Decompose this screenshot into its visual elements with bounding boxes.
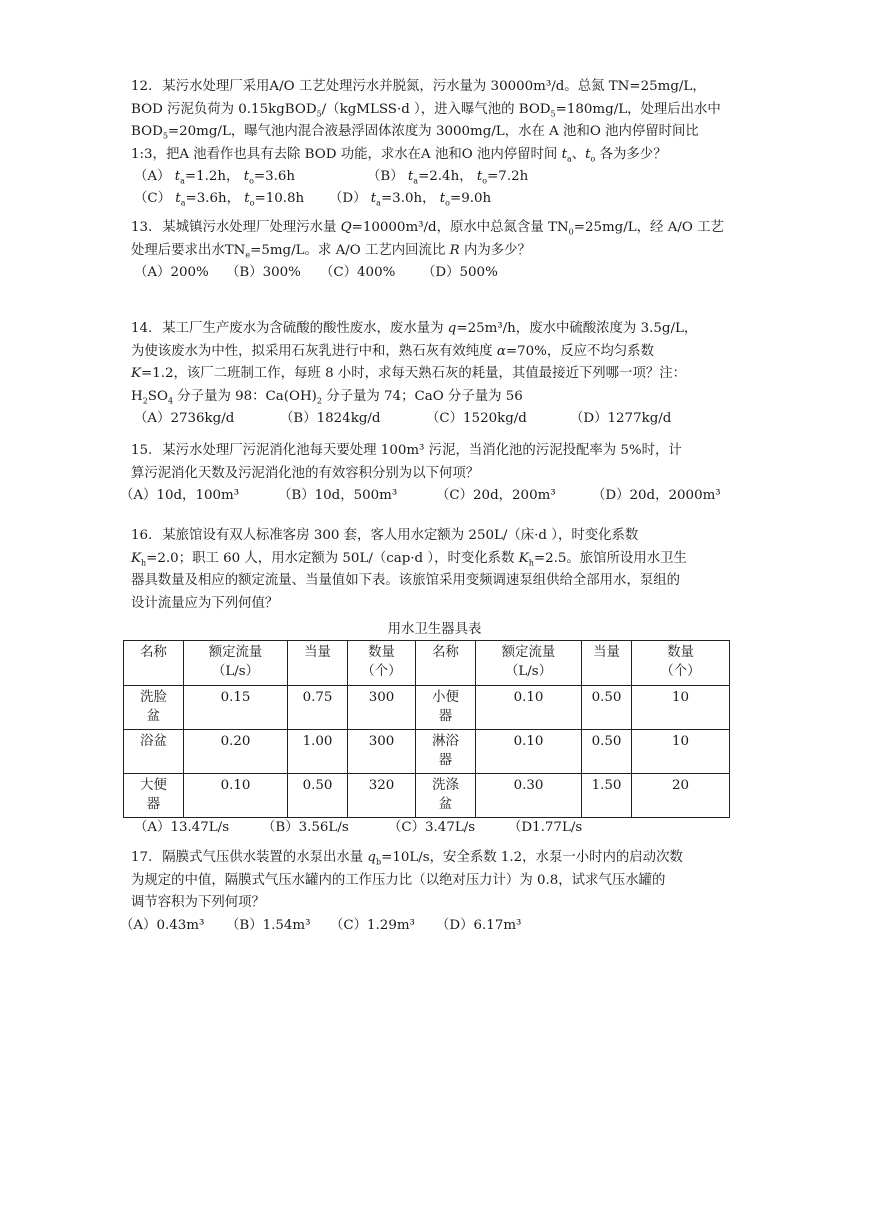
header-eq-2: 当量 [582, 641, 632, 686]
q15-option-a[interactable]: （A）10d，100m³ [120, 488, 240, 503]
cell-count: 10 [632, 730, 730, 774]
q17-text-3: 调节容积为下列何项？ [131, 895, 265, 910]
q14-text-1a: 某工厂生产废水为含硫酸的酸性废水，废水量为 [162, 321, 448, 336]
cell-name-a: 小便 [432, 690, 459, 705]
question-12 [131, 76, 743, 166]
q15-option-c[interactable]: （C）20d，200m³ [436, 488, 556, 503]
q12-a-s1: a [180, 176, 185, 186]
q12-line-2 [131, 99, 743, 122]
header-flow-2-b: （L/s） [504, 664, 553, 679]
cell-flow: 0.10 [476, 730, 582, 774]
header-count-1-b: （个） [361, 664, 402, 679]
header-count-1-a: 数量 [368, 645, 395, 660]
q14-text-2a: 为使该废水为中性，拟采用石灰乳进行中和，熟石灰有效纯度 [131, 343, 497, 359]
cell-eq: 0.50 [582, 686, 632, 730]
q14-option-b[interactable]: （B）1824kg/d [280, 411, 381, 426]
q14-options [134, 408, 734, 430]
question-13 [131, 217, 743, 262]
q13-line-2 [131, 240, 743, 263]
cell-name [416, 686, 476, 730]
q12-b-v1: =2.4h， [418, 169, 477, 184]
q14-text-2b: =70%，反应不均匀系数 [505, 343, 654, 359]
q12-b-s1: a [413, 176, 419, 186]
q12-d-label: （D） [329, 191, 371, 206]
q12-text-3b: =20mg/L，曝气池内混合液悬浮固体浓度为 3000mg/L，水在 A 池和O 池内停留时间比 [167, 124, 699, 139]
table-row [124, 774, 730, 818]
header-flow-2 [476, 641, 582, 686]
q14-text-4d: 分子量为 74；CaO 分子量为 56 [321, 388, 523, 404]
table-header-row [124, 641, 730, 686]
q12-a-t1: t [174, 169, 181, 184]
q17-line-3 [131, 892, 743, 915]
q14-line-4 [131, 386, 751, 409]
cell-count: 300 [348, 686, 416, 730]
cell-name-b: 器 [438, 709, 453, 724]
q12-d-v2: =9.0h [449, 191, 492, 206]
table-title: 用水卫生器具表 [387, 622, 482, 637]
q14-option-d[interactable]: （D）1277kg/d [570, 411, 672, 426]
q12-b-v2: =7.2h [487, 169, 529, 184]
q12-sub-o: o [590, 154, 596, 164]
q13-option-c[interactable]: （C）400% [320, 265, 396, 280]
header-flow-1-a: 额定流量 [208, 645, 263, 660]
q14-text-4c: 分子量为 98：Ca(OH) [173, 388, 317, 404]
q16-text-1: 某旅馆设有双人标准客房 300 套，客人用水定额为 250L/（床·d ），时变化系数 [162, 528, 639, 543]
header-count-2-a: 数量 [667, 645, 694, 660]
q17-option-b[interactable]: （B）1.54m³ [226, 918, 311, 933]
cell-name [416, 730, 476, 774]
question-16 [131, 525, 743, 615]
header-flow-1-b: （L/s） [211, 664, 260, 679]
q16-options [134, 817, 734, 839]
q12-text-1: 某污水处理厂采用A/O 工艺处理污水并脱氮，污水量为 30000m³/d。总氮 TN=25mg/L， [162, 79, 706, 94]
q12-b-s2: o [482, 176, 488, 186]
q13-text-2b: =5mg/L。求 A/O 工艺内回流比 [250, 242, 450, 258]
q14-sub-2: 4 [167, 396, 174, 406]
q16-line-4 [131, 593, 743, 616]
q13-text-1c: =25mg/L，经 A/O 工艺 [573, 220, 724, 235]
cell-name-a: 洗脸 [140, 690, 167, 705]
q17-options [120, 915, 740, 937]
q12-sub-a: a [566, 154, 572, 164]
q14-text-1b: =25m³/h，废水中硫酸浓度为 3.5g/L， [456, 321, 698, 336]
cell-flow: 0.15 [184, 686, 288, 730]
q17-option-a[interactable]: （A）0.43m³ [120, 918, 205, 933]
q12-d-t2: t [439, 191, 446, 206]
q16-text-3: 器具数量及相应的额定流量、当量值如下表。该旅馆采用变频调速泵组供给全部用水，泵组的 [131, 573, 681, 588]
q16-sub-h2: h [528, 558, 534, 568]
cell-name-b: 器 [438, 753, 453, 768]
header-eq-1: 当量 [288, 641, 348, 686]
q16-line-1 [131, 525, 743, 548]
q17-line-2 [131, 870, 743, 893]
q16-option-d[interactable]: （D1.77L/s [508, 820, 583, 835]
q12-number: 12. [131, 79, 153, 94]
header-count-2 [632, 641, 730, 686]
q13-number: 13. [131, 220, 153, 235]
q13-text-2c: 内为多少？ [459, 242, 531, 258]
q13-text-2a: 处理后要求出水TN [131, 242, 246, 258]
cell-name [124, 730, 184, 774]
cell-eq: 0.50 [582, 730, 632, 774]
q16-line-2 [131, 548, 743, 571]
q12-sub-3: 5 [162, 131, 168, 141]
fixtures-table [123, 640, 730, 818]
q14-sub-1: 2 [142, 396, 148, 406]
q12-options [134, 166, 734, 211]
cell-name-a: 淋浴 [432, 734, 459, 749]
q12-line-4 [131, 144, 743, 167]
cell-name [124, 686, 184, 730]
q17-sub-b: b [376, 857, 382, 867]
question-15 [131, 440, 743, 485]
q16-text-2b: =2.0；职工 60 人，用水定额为 50L/（cap·d ），时变化系数 [146, 550, 519, 566]
q12-d-s2: o [445, 198, 450, 208]
q15-option-d[interactable]: （D）20d，2000m³ [592, 488, 721, 503]
q16-option-c[interactable]: （C）3.47L/s [388, 820, 476, 835]
cell-flow: 0.20 [184, 730, 288, 774]
cell-name-b: 盆 [438, 797, 453, 812]
q14-line-1 [131, 318, 751, 341]
q12-a-v2: =3.6h [253, 169, 296, 184]
q12-sub-1: 5 [316, 109, 322, 119]
q16-text-4: 设计流量应为下列何值？ [131, 595, 279, 611]
q16-number: 16. [131, 528, 153, 543]
cell-flow: 0.30 [476, 774, 582, 818]
q14-option-a[interactable]: （A）2736kg/d [134, 411, 235, 426]
header-count-1 [348, 641, 416, 686]
q12-text-2c: =180mg/L，处理后出水中 [555, 101, 721, 117]
q13-option-a[interactable]: （A）200% [134, 265, 209, 280]
q12-c-t2: t [244, 191, 250, 206]
cell-name [124, 774, 184, 818]
q12-text-4a: 1:3，把A 池看作也具有去除 BOD 功能，求水在A 池和O 池内停留时间 [131, 146, 562, 162]
table-row [124, 730, 730, 774]
q12-b-t1: t [407, 169, 414, 184]
q13-text-1a: 某城镇污水处理厂处理污水量 [162, 220, 341, 235]
cell-name-a: 大便 [140, 778, 167, 793]
q15-number: 15. [131, 443, 153, 458]
q17-number: 17. [131, 850, 153, 865]
q12-b-label: （B） [367, 169, 408, 184]
q12-c-v1: =3.6h， [185, 191, 245, 206]
q12-option-a[interactable] [134, 166, 295, 189]
cell-name-b: 盆 [146, 709, 161, 724]
q12-d-s1: a [376, 198, 381, 208]
q12-text-2a: BOD 污泥负荷为 0.15kgBOD [131, 101, 317, 117]
q12-a-label: （A） [134, 169, 175, 184]
q16-sub-h1: h [141, 558, 147, 568]
cell-eq: 1.00 [288, 730, 348, 774]
q12-c-s2: o [249, 198, 255, 208]
question-14 [131, 318, 751, 408]
cell-flow: 0.10 [476, 686, 582, 730]
q12-sub-2: 5 [550, 109, 556, 119]
q16-option-a[interactable]: （A）13.47L/s [134, 820, 230, 835]
q15-line-1 [131, 440, 743, 463]
q12-d-v1: =3.0h， [380, 191, 440, 206]
q13-option-b[interactable]: （B）300% [226, 265, 301, 280]
q14-number: 14. [131, 321, 153, 336]
q17-line-1 [131, 847, 743, 870]
q13-var-q: Q [340, 220, 352, 235]
q12-text-2b: /（kgMLSS·d ），进入曝气池的 BOD [321, 101, 551, 117]
q13-sub-e: e [245, 250, 251, 260]
cell-eq: 0.50 [288, 774, 348, 818]
q12-option-d[interactable] [329, 188, 491, 211]
q12-c-label: （C） [134, 191, 176, 206]
q12-var-to: t [585, 146, 591, 162]
q14-var-alpha: α [496, 343, 506, 359]
header-flow-2-a: 额定流量 [501, 645, 556, 660]
q13-sub-0: 0 [568, 227, 574, 237]
q12-sep: 、 [571, 146, 586, 162]
q17-option-d[interactable]: （D）6.17m³ [436, 918, 522, 933]
q16-option-b[interactable]: （B）3.56L/s [262, 820, 349, 835]
header-name-1: 名称 [124, 641, 184, 686]
q12-line-3 [131, 121, 743, 144]
q12-a-s2: o [249, 176, 254, 186]
q17-var-q: q [367, 850, 376, 865]
q14-text-4b: SO [147, 388, 168, 404]
q12-text-4b: 各为多少？ [595, 146, 667, 162]
cell-name-a: 浴盆 [140, 734, 167, 749]
q14-var-k: K [131, 366, 142, 381]
q14-option-c[interactable]: （C）1520kg/d [426, 411, 527, 426]
q15-option-b[interactable]: （B）10d，500m³ [278, 488, 398, 503]
q12-d-t1: t [370, 191, 377, 206]
q12-option-c[interactable] [134, 188, 304, 211]
header-count-2-b: （个） [660, 664, 701, 679]
q14-line-3 [131, 363, 751, 386]
q14-var-q: q [447, 321, 457, 336]
cell-count: 10 [632, 686, 730, 730]
header-flow-1 [184, 641, 288, 686]
cell-eq: 1.50 [582, 774, 632, 818]
q13-line-1 [131, 217, 743, 240]
question-17 [131, 847, 743, 915]
q14-text-4a: H [131, 388, 143, 404]
q15-options [120, 485, 740, 507]
q16-text-2c: =2.5。旅馆所设用水卫生 [533, 550, 687, 566]
q16-line-3 [131, 570, 743, 593]
cell-name-b: 器 [146, 797, 161, 812]
q12-var-ta: t [561, 146, 567, 162]
q12-a-t2: t [243, 169, 250, 184]
q15-text-2: 算污泥消化天数及污泥消化池的有效容积分别为以下何项？ [131, 465, 480, 481]
q16-var-k2: K [518, 550, 529, 566]
q16-var-k1: K [131, 550, 142, 566]
q12-b-t2: t [476, 169, 483, 184]
cell-eq: 0.75 [288, 686, 348, 730]
cell-count: 20 [632, 774, 730, 818]
q17-text-1b: =10L/s，安全系数 1.2，水泵一小时内的启动次数 [381, 850, 683, 865]
q12-line-1 [131, 76, 743, 99]
q15-text-1: 某污水处理厂污泥消化池每天要处理 100m³ 污泥，当消化池的污泥投配率为 5%时，计 [162, 443, 682, 458]
q12-c-t1: t [175, 191, 181, 206]
q14-text-3b: =1.2，该厂二班制工作，每班 8 小时，求每天熟石灰的耗量，其值最接近下列哪一项？注： [141, 366, 687, 381]
q17-text-1a: 隔膜式气压供水装置的水泵出水量 [162, 850, 368, 865]
cell-count: 320 [348, 774, 416, 818]
q17-option-c[interactable]: （C）1.29m³ [330, 918, 415, 933]
cell-count: 300 [348, 730, 416, 774]
q17-text-2: 为规定的中值，隔膜式气压水罐内的工作压力比（以绝对压力计）为 0.8，试求气压水罐的 [131, 872, 666, 888]
q12-c-v2: =10.8h [254, 191, 305, 206]
header-name-2: 名称 [416, 641, 476, 686]
q12-c-s1: a [180, 198, 186, 208]
q15-line-2 [131, 463, 743, 486]
q12-option-b[interactable] [367, 166, 528, 189]
q12-text-3a: BOD [131, 124, 163, 139]
q13-text-1b: =10000m³/d，原水中总氮含量 TN [351, 220, 569, 235]
cell-name-a: 洗涤 [432, 778, 459, 793]
table-row [124, 686, 730, 730]
q13-options [134, 262, 734, 284]
cell-name [416, 774, 476, 818]
q14-line-2 [131, 341, 751, 364]
q13-var-r: R [449, 242, 460, 258]
q12-a-v1: =1.2h， [184, 169, 244, 184]
cell-flow: 0.10 [184, 774, 288, 818]
q13-option-d[interactable]: （D）500% [422, 265, 498, 280]
q14-sub-3: 2 [316, 396, 322, 406]
